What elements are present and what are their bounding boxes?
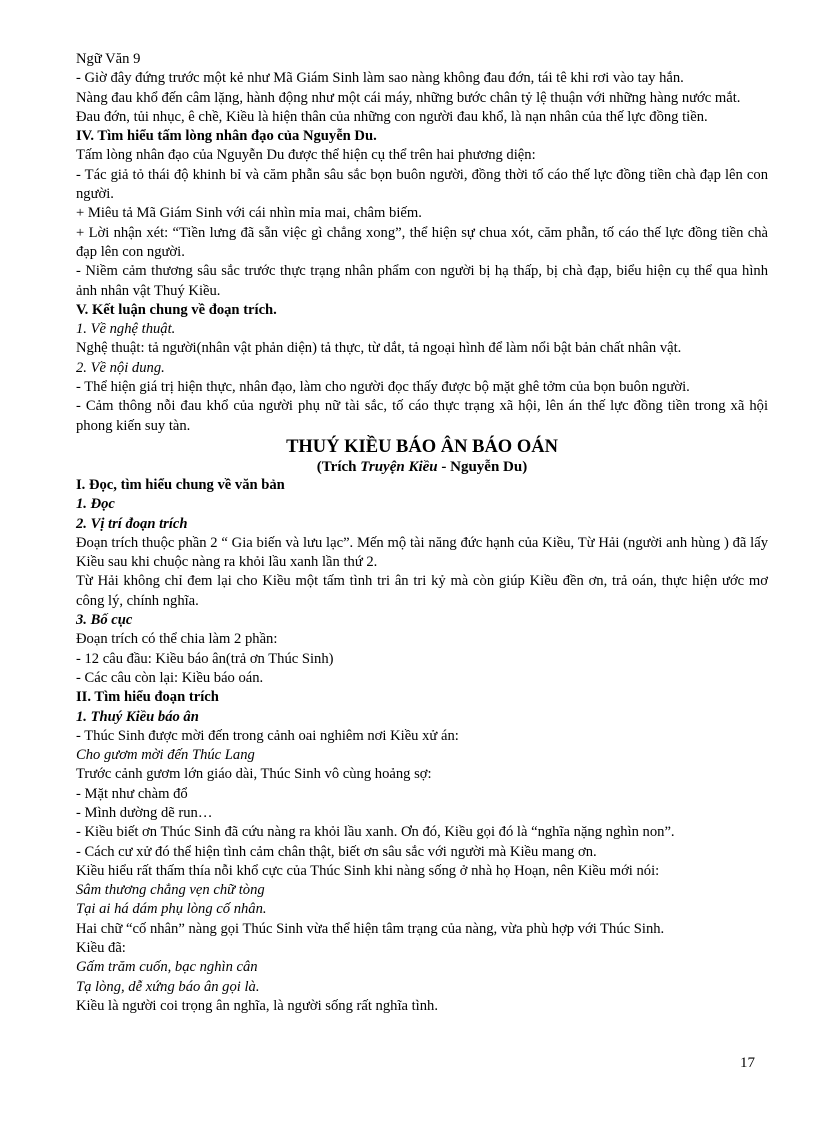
section-heading: I. Đọc, tìm hiểu chung về văn bản <box>76 476 285 493</box>
paragraph: - Mình dường dẽ run… <box>76 804 213 821</box>
article-subtitle <box>76 458 768 476</box>
paragraph: - Niềm cảm thương sâu sắc trước thực trạng nhân phẩm con người bị hạ thấp, bị chà đạp, biểu hiện cụ thể qua hình ảnh nhân vật Thuý Kiều. <box>76 263 768 299</box>
italic-line: Cho gươm mời đến Thúc Lang <box>76 747 255 764</box>
section-heading: V. Kết luận chung về đoạn trích. <box>76 301 277 318</box>
paragraph: - Các câu còn lại: Kiều báo oán. <box>76 669 264 686</box>
italic-line: Tại ai há dám phụ lòng cố nhân. <box>76 901 267 918</box>
subtitle-rest: - Nguyễn Du) <box>437 458 528 475</box>
subsection-heading: 1. Đọc <box>76 496 115 513</box>
paragraph: Kiều là người coi trọng ân nghĩa, là người sống rất nghĩa tình. <box>76 997 438 1014</box>
italic-line: 1. Về nghệ thuật. <box>76 321 176 338</box>
paragraph: - Mặt như chàm đổ <box>76 785 188 802</box>
paragraph: Từ Hải không chỉ đem lại cho Kiều một tấm tình tri ân tri kỷ mà còn giúp Kiều đền ơn, trả oán, thực hiện ước mơ công lý, chính nghĩa. <box>76 573 768 609</box>
italic-line: Tạ lòng, dễ xứng báo ân gọi là. <box>76 978 260 995</box>
paragraph: - Thúc Sinh được mời đến trong cảnh oai nghiêm nơi Kiều xử án: <box>76 727 459 744</box>
paragraph: Kiều hiểu rất thấm thía nỗi khổ cực của Thúc Sinh khi nàng sống ở nhà họ Hoạn, nên Kiều mới nói: <box>76 862 660 879</box>
paragraph: Nghệ thuật: tả người(nhân vật phản diện) tả thực, từ dắt, tả ngoại hình để làm nổi bật bản chất nhân vật. <box>76 340 682 357</box>
paragraph: - Thể hiện giá trị hiện thực, nhân đạo, làm cho người đọc thấy được bộ mặt ghê tởm của bọn buôn người. <box>76 379 690 396</box>
paragraph: - Giờ đây đứng trước một kẻ như Mã Giám Sinh làm sao nàng không đau đớn, tái tê khi rơi vào tay hắn. <box>76 70 684 87</box>
running-header: Ngữ Văn 9 <box>76 51 141 67</box>
subtitle-work: Truyện Kiều <box>360 458 438 475</box>
document-page <box>76 50 768 1016</box>
paragraph: - Cách cư xử đó thể hiện tình cảm chân thật, biết ơn sâu sắc với người mà Kiều mang ơn. <box>76 843 597 860</box>
paragraph: - Kiều biết ơn Thúc Sinh đã cứu nàng ra khỏi lầu xanh. Ơn đó, Kiều gọi đó là “nghĩa nặng nghìn non”. <box>76 824 675 841</box>
page-number: 17 <box>740 1055 755 1071</box>
paragraph: Tấm lòng nhân đạo của Nguyễn Du được thể hiện cụ thể trên hai phương diện: <box>76 147 536 164</box>
subtitle-open: (Trích <box>316 458 361 475</box>
paragraph: Kiều đã: <box>76 940 126 957</box>
subsection-heading: 2. Vị trí đoạn trích <box>76 515 188 532</box>
paragraph: Đoạn trích có thể chia làm 2 phần: <box>76 631 278 648</box>
paragraph: Trước cảnh gươm lớn giáo dài, Thúc Sinh vô cùng hoảng sợ: <box>76 766 432 783</box>
italic-line: Gấm trăm cuốn, bạc nghìn cân <box>76 959 258 976</box>
subsection-heading: 3. Bố cục <box>76 612 133 629</box>
article-title: THUÝ KIỀU BÁO ÂN BÁO OÁN <box>286 436 558 457</box>
paragraph: Hai chữ “cố nhân” nàng gọi Thúc Sinh vừa thể hiện tâm trạng của nàng, vừa phù hợp với Thúc Sinh. <box>76 920 665 937</box>
paragraph: - Cảm thông nỗi đau khổ của người phụ nữ tài sắc, tố cáo thực trạng xã hội, lên án thế lực đồng tiền trong xã hội phong kiến suy tàn. <box>76 398 768 434</box>
paragraph: - 12 câu đầu: Kiều báo ân(trả ơn Thúc Sinh) <box>76 650 334 667</box>
italic-line: Sâm thương chẳng vẹn chữ tòng <box>76 882 265 899</box>
paragraph: - Tác giả tỏ thái độ khinh bỉ và căm phẫn sâu sắc bọn buôn người, đồng thời tố cáo thế lực đồng tiền chà đạp lên con người. <box>76 166 768 203</box>
paragraph: Đoạn trích thuộc phần 2 “ Gia biến và lưu lạc”. Mến mộ tài năng đức hạnh của Kiều, Từ Hải (người anh hùng ) đã lấy Kiều sau khi chuộc nàng ra khỏi lầu xanh lần thứ 2. <box>76 534 768 571</box>
paragraph: Nàng đau khổ đến câm lặng, hành động như một cái máy, những bước chân tỷ lệ thuận với những hàng nước mắt. <box>76 89 741 106</box>
paragraph: + Miêu tả Mã Giám Sinh với cái nhìn mỉa mai, châm biếm. <box>76 205 422 222</box>
document-body <box>76 69 768 1016</box>
subsection-heading: 1. Thuý Kiều báo ân <box>76 708 199 725</box>
paragraph: + Lời nhận xét: “Tiền lưng đã sẵn việc gì chẳng xong”, thể hiện sự chua xót, căm phẫn, tố cáo thế lực đồng tiền chà đạp lên con người. <box>76 224 768 260</box>
section-heading: II. Tìm hiểu đoạn trích <box>76 689 219 706</box>
paragraph: Đau đớn, tủi nhục, ê chề, Kiều là hiện thân của những con người đau khổ, là nạn nhân của thế lực đồng tiền. <box>76 108 708 125</box>
italic-line: 2. Về nội dung. <box>76 359 165 376</box>
section-heading: IV. Tìm hiểu tấm lòng nhân đạo của Nguyễn Du. <box>76 128 377 145</box>
